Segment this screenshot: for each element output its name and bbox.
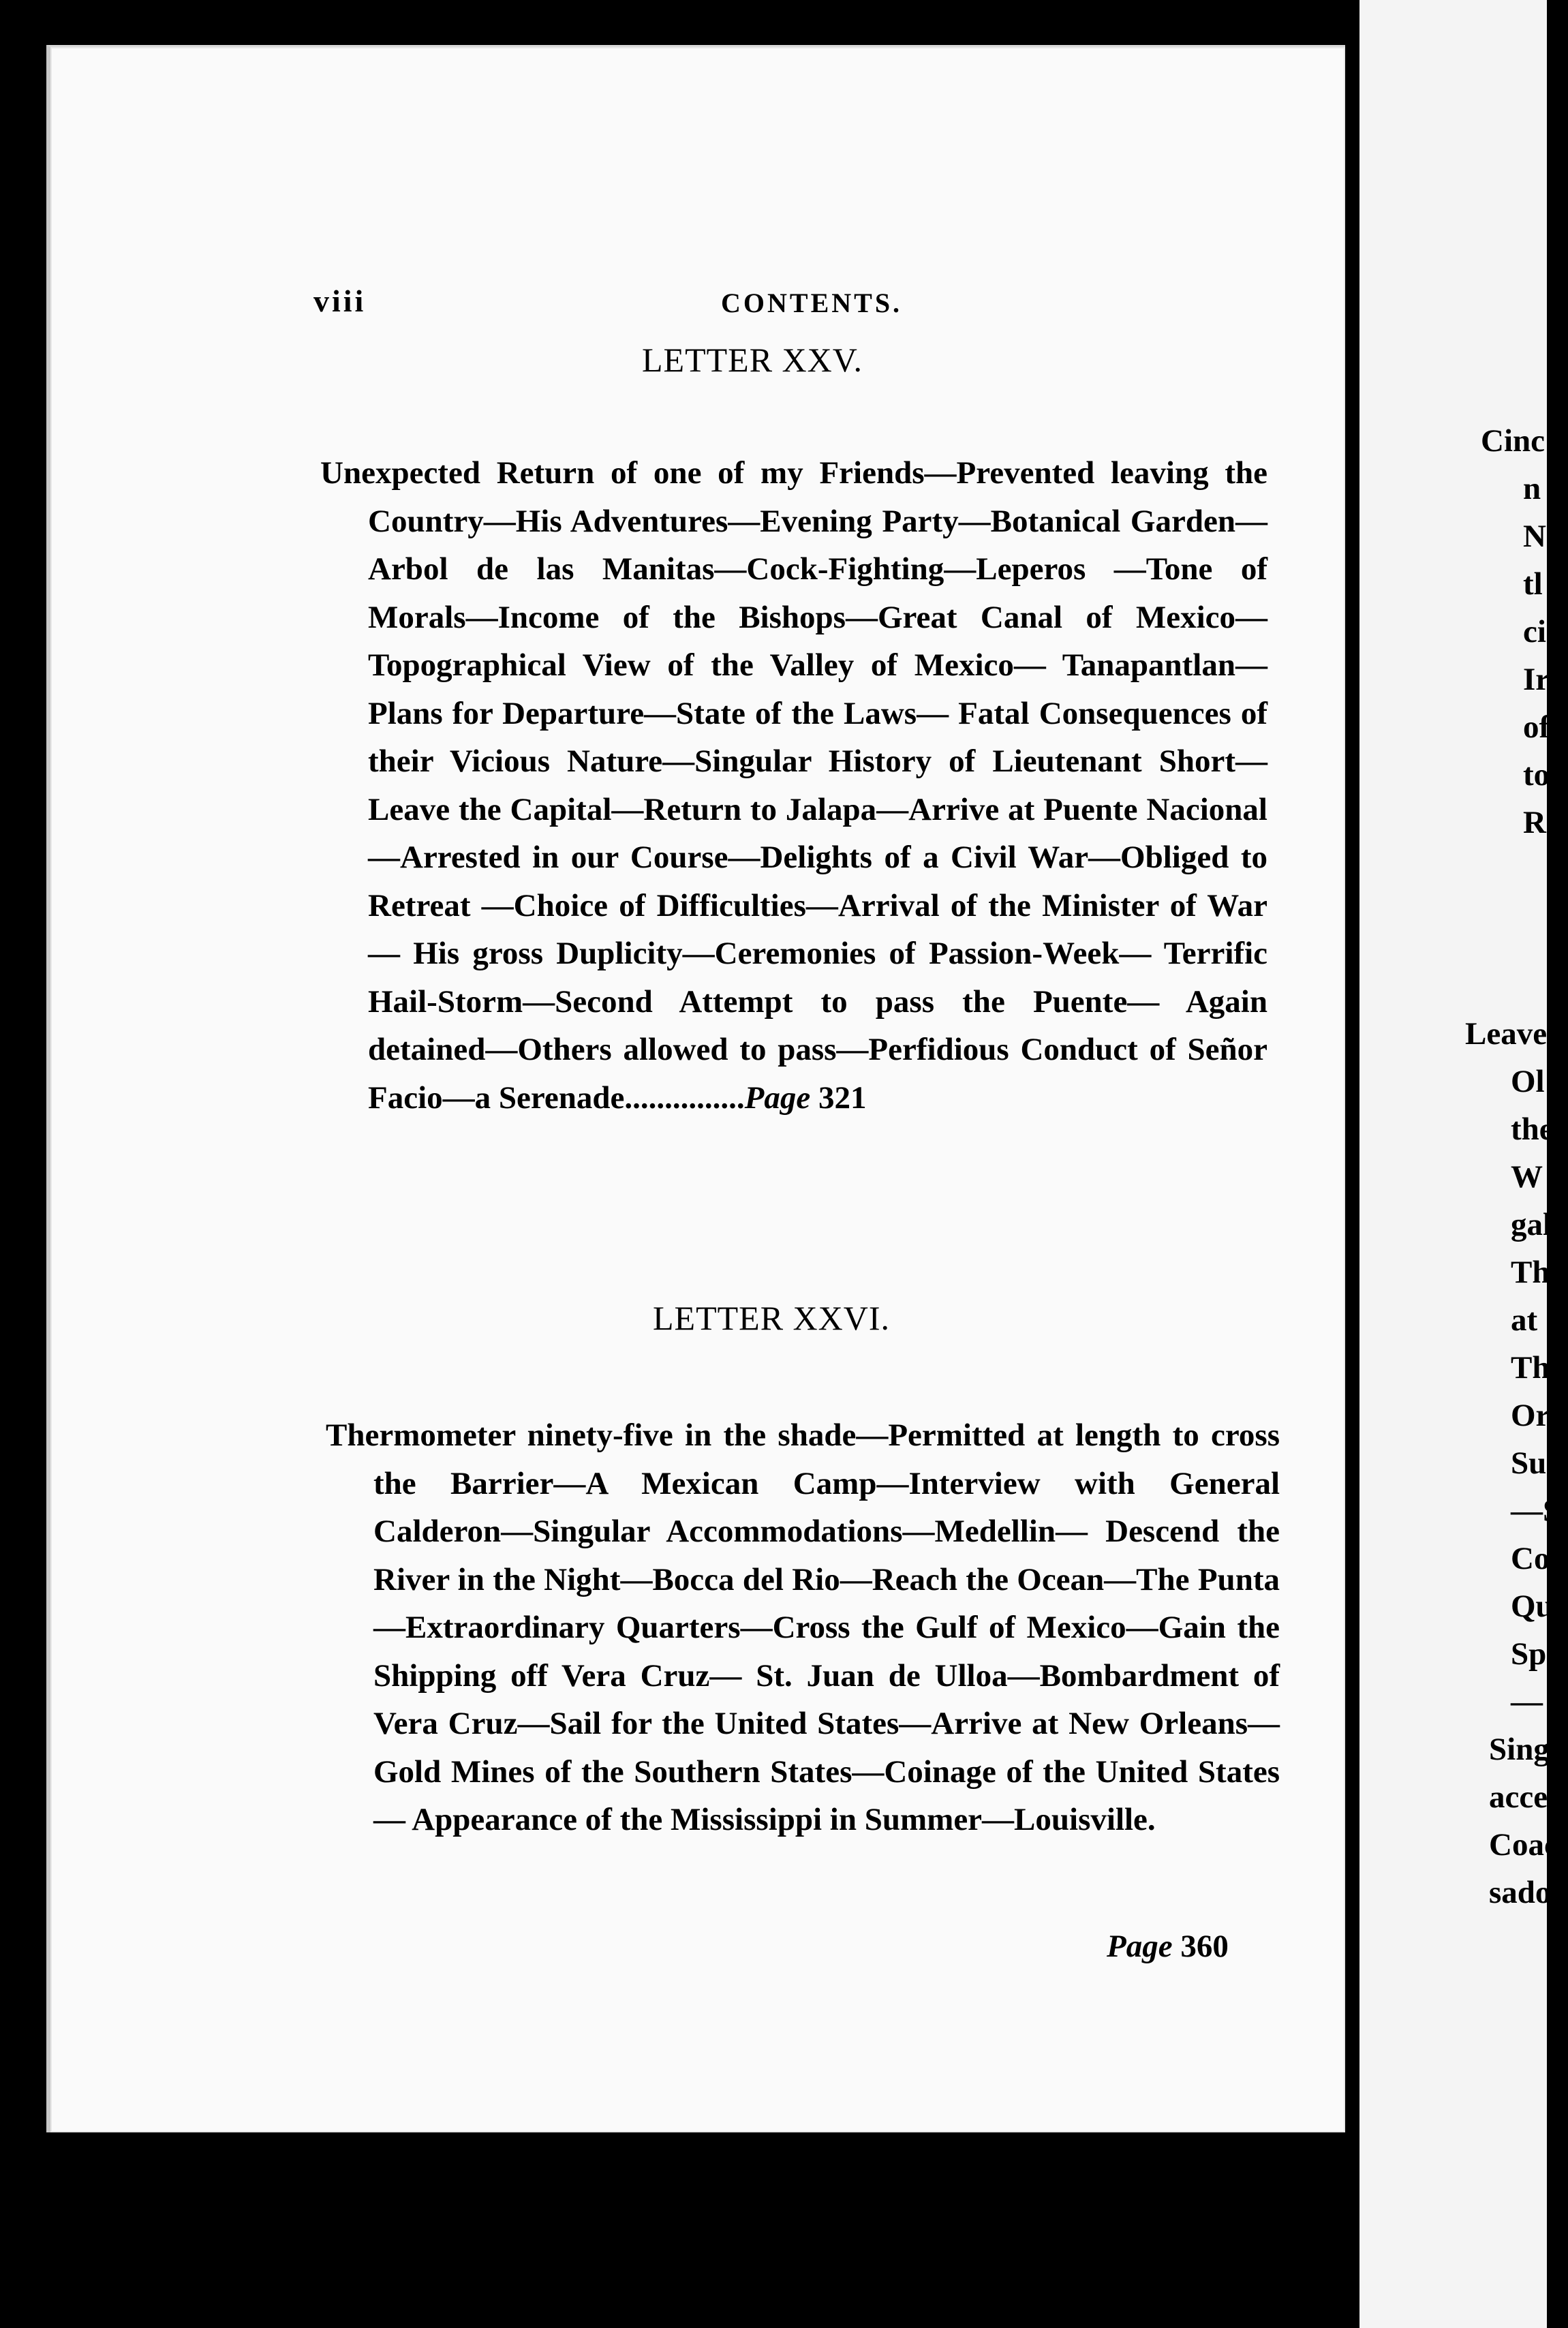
fragment-text: at [1511,1302,1538,1338]
page-folio: viii [313,284,367,318]
adjacent-page-edge [1359,0,1568,2328]
fragment-text: Cinc [1481,423,1545,459]
fragment-text: Ora [1511,1398,1566,1433]
leader-dots: ............ [648,1079,745,1116]
fragment-text: W [1511,1159,1543,1195]
fragment-text: Leave [1465,1016,1548,1052]
page-reference [1107,1928,1229,1965]
fragment-text: tl [1523,566,1543,602]
fragment-text: —S [1511,1493,1561,1529]
fragment-text: Th [1511,1255,1550,1290]
page-label: Page [1107,1929,1173,1964]
fragment-text: Sut [1511,1445,1557,1481]
fragment-text: — I [1511,1684,1564,1719]
book-page [46,45,1345,2132]
page-number: 360 [1180,1929,1229,1964]
page-label: Page [744,1079,811,1116]
fragment-text: Spe [1511,1636,1561,1672]
summary-text: Unexpected Return of one of my Friends—Prevented leaving the Country—His Adventures—Evening Party—Botanical Garden—Arbol de las Manitas—Cock-Fighting—Leperos —Tone of Morals—Income of the Bishops—Great Canal of Mexico—Topographical View of the Valley of Mexico— Tanapantlan—Plans for Departure—State of the Laws— Fatal Consequences of their Vicious Nature—Singular History of Lieutenant Short—Leave the Capital—Return to Jalapa—Arrive at Puente Nacional—Arrested in our Course—Delights of a Civil War—Obliged to Retreat —Choice of Difficulties—Arrival of the Minister of War— His gross Duplicity—Ceremonies of Passion-Week— Terrific Hail-Storm—Second Attempt to pass the Puente— Again detained—Others allowed to pass—Perfidious Conduct of Señor Facio—a Serenade... [320,455,1267,1116]
fragment-text: The [1511,1350,1565,1385]
letter-title: LETTER XXVI. [653,1299,891,1337]
fragment-text: to [1523,757,1550,793]
running-title: CONTENTS. [721,288,903,318]
fragment-text: ci [1523,614,1546,649]
summary-text: Thermometer ninety-five in the shade—Permitted at length to cross the Barrier—A Mexican Camp—Interview with General Calderon—Singular Accommodations—Medellin— Descend the River in the Night—Bocca del Rio—Reach the Ocean—The Punta—Extraordinary Quarters—Cross the Gulf of Mexico—Gain the Shipping off Vera Cruz— St. Juan de Ulloa—Bombardment of Vera Cruz—Sail for the United States—Arrive at New Orleans—Gold Mines of the Southern States—Coinage of the United States— Appearance of the Mississippi in Summer—Louisville. [326,1418,1280,1837]
fragment-text: Sing [1489,1732,1550,1767]
fragment-text: of [1523,709,1550,745]
fragment-text: n [1523,471,1541,506]
fragment-text: Cou [1511,1541,1568,1576]
fragment-text: Ir [1523,662,1550,697]
letter-title: LETTER XXV. [642,341,863,379]
fragment-text: R [1523,805,1546,840]
page-number: 321 [818,1079,867,1116]
fragment-text: acce [1489,1779,1548,1815]
fragment-text: gal [1511,1207,1552,1242]
fragment-text: sado [1489,1875,1552,1910]
fragment-text: N [1523,519,1546,554]
fragment-text: Ol [1511,1064,1545,1099]
letter-summary [320,449,1267,1122]
fragment-text: Que [1511,1589,1568,1624]
fragment-text: Coac [1489,1827,1558,1863]
fragment-text: the [1511,1112,1554,1147]
letter-summary [326,1411,1280,1844]
